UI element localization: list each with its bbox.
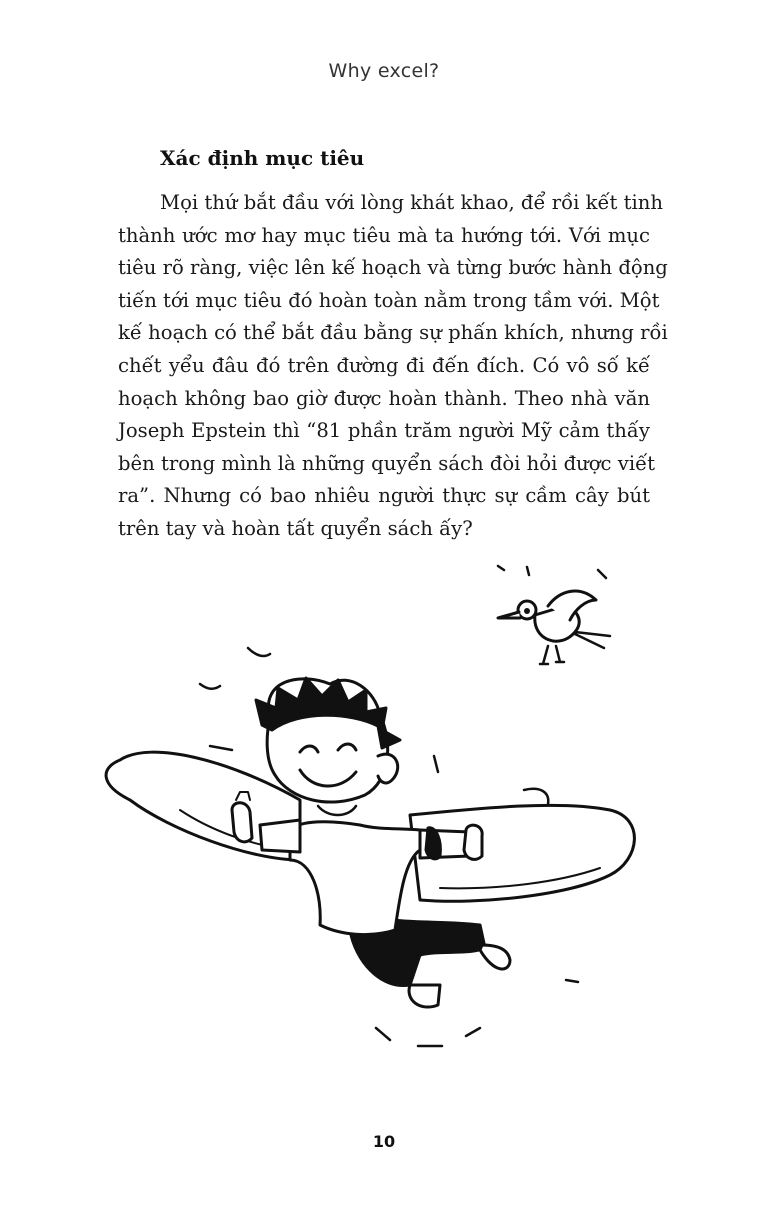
running-header: Why excel?	[328, 60, 440, 82]
paragraph-line: thành ước mơ hay mục tiêu mà ta hướng tới. Với mục	[118, 223, 650, 247]
body-paragraph	[118, 187, 668, 546]
page-number: 10	[372, 1132, 396, 1151]
paragraph-line: Mọi thứ bắt đầu với lòng khát khao, để rồi kết tinh	[160, 191, 664, 214]
paragraph-line: hoạch không bao giờ được hoàn thành. Theo nhà văn	[118, 386, 650, 410]
paragraph-line: kế hoạch có thể bắt đầu bằng sự phấn khích, nhưng rồi	[118, 321, 668, 345]
bird-drawing	[498, 566, 610, 664]
paragraph-line: bên trong mình là những quyển sách đòi hỏi được viết	[118, 451, 656, 475]
paragraph-line: tiêu rõ ràng, việc lên kế hoạch và từng bước hành động	[118, 256, 668, 280]
section-heading: Xác định mục tiêu	[160, 146, 365, 170]
paragraph-line: Joseph Epstein thì “81 phần trăm người Mỹ cảm thấy	[118, 419, 650, 443]
paragraph-line: ra”. Nhưng có bao nhiêu người thực sự cầm cây bút	[118, 484, 650, 508]
flying-boy-illustration	[90, 555, 670, 1055]
paragraph-line: trên tay và hoàn tất quyển sách ấy?	[118, 516, 473, 540]
shirt-drawing	[290, 822, 420, 935]
paragraph-line: chết yểu đâu đó trên đường đi đến đích. Có vô số kế	[118, 353, 650, 377]
paragraph-line: tiến tới mục tiêu đó hoàn toàn nằm trong tầm với. Một	[118, 288, 660, 312]
